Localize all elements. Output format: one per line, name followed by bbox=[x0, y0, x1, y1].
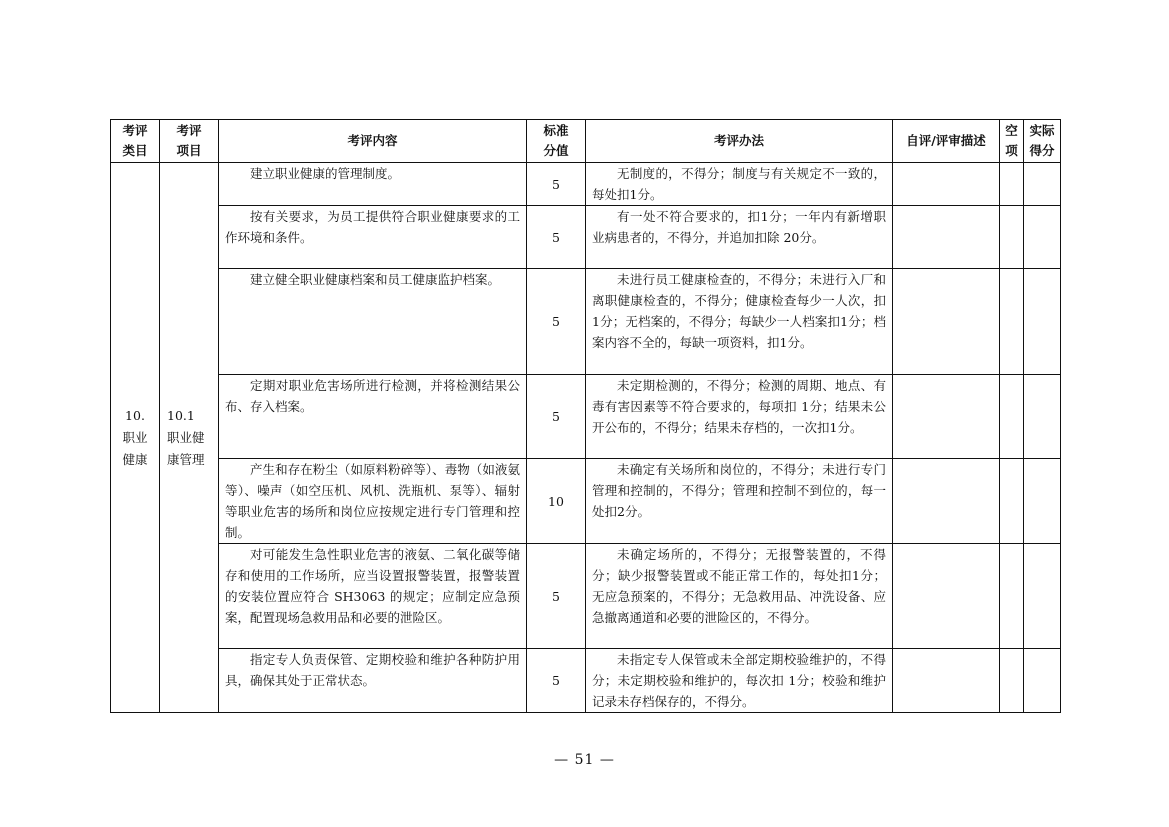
score-cell: 5 bbox=[527, 649, 586, 713]
method-text: 未确定场所的，不得分；无报警装置的，不得分；缺少报警装置或不能正常工作的，每处扣1分；无应急预案的，不得分；无急救用品、冲洗设备、应急撤离通道和必要的泄险区的，不得分。 bbox=[592, 547, 886, 625]
header-item bbox=[160, 120, 219, 163]
content-text: 建立职业健康的管理制度。 bbox=[250, 166, 401, 181]
content-cell bbox=[219, 206, 527, 269]
table-row bbox=[111, 163, 1061, 206]
category-line2: 职业 bbox=[122, 429, 148, 445]
item-line2: 职业健 bbox=[167, 429, 205, 445]
header-score-line1: 标准 bbox=[543, 123, 569, 138]
method-text: 未指定专人保管或未全部定期校验维护的，不得分；未定期校验和维护的，每次扣 1分；校验和维护记录未存档保存的，不得分。 bbox=[592, 652, 886, 709]
self-eval-cell[interactable] bbox=[893, 163, 1000, 206]
header-score-line2: 分值 bbox=[543, 143, 569, 158]
self-eval-cell[interactable] bbox=[893, 269, 1000, 375]
header-category-line2: 类目 bbox=[122, 143, 148, 158]
header-item-line1: 考评 bbox=[176, 123, 202, 138]
actual-score-cell[interactable] bbox=[1024, 375, 1061, 459]
method-cell bbox=[586, 459, 893, 544]
method-text: 未定期检测的，不得分；检测的周期、地点、有毒有害因素等不符合要求的，每项扣 1分；结果未公开公布的，不得分；结果未存档的，一次扣1分。 bbox=[592, 378, 886, 435]
method-text: 未确定有关场所和岗位的，不得分；未进行专门管理和控制的，不得分；管理和控制不到位的，每一处扣2分。 bbox=[592, 462, 886, 519]
blank-cell[interactable] bbox=[1000, 206, 1024, 269]
table-row bbox=[111, 206, 1061, 269]
page-number: — 51 — bbox=[554, 752, 615, 768]
content-cell bbox=[219, 649, 527, 713]
content-text: 指定专人负责保管、定期校验和维护各种防护用具，确保其处于正常状态。 bbox=[225, 652, 520, 688]
content-text: 按有关要求，为员工提供符合职业健康要求的工作环境和条件。 bbox=[225, 209, 520, 245]
actual-score-cell[interactable] bbox=[1024, 269, 1061, 375]
actual-score-cell[interactable] bbox=[1024, 459, 1061, 544]
category-cell bbox=[111, 163, 160, 713]
table-row bbox=[111, 544, 1061, 649]
header-content: 考评内容 bbox=[219, 120, 527, 163]
table-row bbox=[111, 459, 1061, 544]
table-row bbox=[111, 375, 1061, 459]
header-actual bbox=[1024, 120, 1061, 163]
category-line1: 10. bbox=[125, 407, 145, 423]
item-cell bbox=[160, 163, 219, 713]
method-cell bbox=[586, 269, 893, 375]
actual-score-cell[interactable] bbox=[1024, 544, 1061, 649]
content-text: 建立健全职业健康档案和员工健康监护档案。 bbox=[250, 272, 501, 287]
header-blank-line1: 空 bbox=[1005, 123, 1018, 138]
method-cell bbox=[586, 163, 893, 206]
header-score bbox=[527, 120, 586, 163]
header-category bbox=[111, 120, 160, 163]
score-cell: 5 bbox=[527, 269, 586, 375]
score-cell: 5 bbox=[527, 375, 586, 459]
actual-score-cell[interactable] bbox=[1024, 206, 1061, 269]
header-item-line2: 项目 bbox=[176, 143, 202, 158]
content-text: 产生和存在粉尘（如原料粉碎等）、毒物（如液氨等）、噪声（如空压机、风机、洗瓶机、泵等）、辐射等职业危害的场所和岗位应按规定进行专门管理和控制。 bbox=[225, 462, 520, 540]
score-cell: 5 bbox=[527, 163, 586, 206]
table-row bbox=[111, 649, 1061, 713]
content-text: 定期对职业危害场所进行检测，并将检测结果公布、存入档案。 bbox=[225, 378, 520, 414]
method-text: 未进行员工健康检查的，不得分；未进行入厂和离职健康检查的，不得分；健康检查每少一人次，扣1分；无档案的，不得分；每缺少一人档案扣1分；档案内容不全的，每缺一项资料，扣1分。 bbox=[592, 272, 886, 350]
header-row bbox=[111, 120, 1061, 163]
score-cell: 5 bbox=[527, 206, 586, 269]
content-cell bbox=[219, 459, 527, 544]
content-cell bbox=[219, 163, 527, 206]
item-line1: 10.1 bbox=[167, 407, 195, 423]
blank-cell[interactable] bbox=[1000, 375, 1024, 459]
content-text: 对可能发生急性职业危害的液氨、二氧化碳等储存和使用的工作场所，应当设置报警装置，报警装置的安装位置应符合 SH3063 的规定；应制定应急预案，配置现场急救用品和必要的泄险区。 bbox=[225, 547, 520, 625]
header-self-eval: 自评/评审描述 bbox=[893, 120, 1000, 163]
method-cell bbox=[586, 544, 893, 649]
header-category-line1: 考评 bbox=[122, 123, 148, 138]
blank-cell[interactable] bbox=[1000, 459, 1024, 544]
content-cell bbox=[219, 544, 527, 649]
actual-score-cell[interactable] bbox=[1024, 163, 1061, 206]
content-cell bbox=[219, 269, 527, 375]
header-blank-line2: 项 bbox=[1005, 143, 1018, 158]
actual-score-cell[interactable] bbox=[1024, 649, 1061, 713]
table-row bbox=[111, 269, 1061, 375]
method-text: 无制度的，不得分；制度与有关规定不一致的，每处扣1分。 bbox=[592, 166, 886, 202]
item-line3: 康管理 bbox=[167, 451, 205, 467]
method-cell bbox=[586, 375, 893, 459]
header-actual-line2: 得分 bbox=[1029, 143, 1055, 158]
blank-cell[interactable] bbox=[1000, 163, 1024, 206]
self-eval-cell[interactable] bbox=[893, 544, 1000, 649]
header-blank bbox=[1000, 120, 1024, 163]
blank-cell[interactable] bbox=[1000, 269, 1024, 375]
self-eval-cell[interactable] bbox=[893, 649, 1000, 713]
blank-cell[interactable] bbox=[1000, 544, 1024, 649]
score-cell: 5 bbox=[527, 544, 586, 649]
self-eval-cell[interactable] bbox=[893, 459, 1000, 544]
assessment-table bbox=[110, 119, 1061, 713]
method-cell bbox=[586, 649, 893, 713]
header-method: 考评办法 bbox=[586, 120, 893, 163]
blank-cell[interactable] bbox=[1000, 649, 1024, 713]
category-line3: 健康 bbox=[122, 451, 148, 467]
self-eval-cell[interactable] bbox=[893, 375, 1000, 459]
content-cell bbox=[219, 375, 527, 459]
method-cell bbox=[586, 206, 893, 269]
self-eval-cell[interactable] bbox=[893, 206, 1000, 269]
score-cell: 10 bbox=[527, 459, 586, 544]
header-actual-line1: 实际 bbox=[1029, 123, 1055, 138]
method-text: 有一处不符合要求的，扣1分；一年内有新增职业病患者的，不得分，并追加扣除 20分。 bbox=[592, 209, 886, 245]
